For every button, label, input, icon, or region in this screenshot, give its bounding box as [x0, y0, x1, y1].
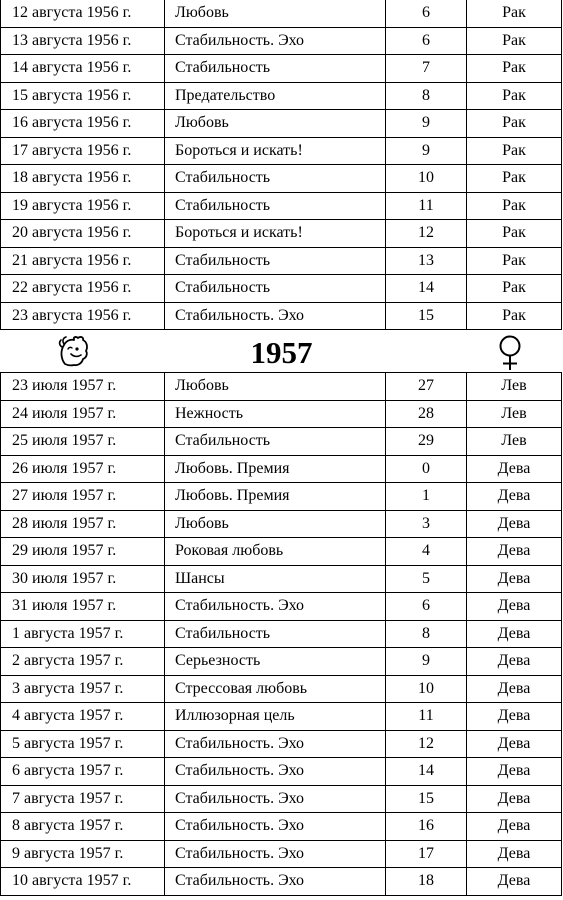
- table-row: [1, 868, 562, 896]
- description-cell: Нежность: [165, 400, 386, 428]
- zodiac-sign-cell: Дева: [467, 758, 562, 786]
- description-cell: Предательство: [165, 82, 386, 110]
- number-cell: 8: [386, 82, 467, 110]
- table-1956-body: [1, 0, 562, 330]
- number-cell: 3: [386, 510, 467, 538]
- description-cell: Стабильность: [165, 428, 386, 456]
- table-row: [1, 510, 562, 538]
- zodiac-sign-cell: Дева: [467, 483, 562, 511]
- date-cell: 18 августа 1956 г.: [1, 165, 165, 193]
- table-row: [1, 165, 562, 193]
- zodiac-sign-cell: Дева: [467, 620, 562, 648]
- table-row: [1, 565, 562, 593]
- zodiac-sign-cell: Рак: [467, 27, 562, 55]
- description-cell: Стабильность. Эхо: [165, 730, 386, 758]
- date-cell: 13 августа 1956 г.: [1, 27, 165, 55]
- table-row: [1, 110, 562, 138]
- description-cell: Бороться и искать!: [165, 220, 386, 248]
- year-header: [0, 333, 563, 373]
- number-cell: 18: [386, 868, 467, 896]
- zodiac-sign-cell: Дева: [467, 455, 562, 483]
- date-cell: 20 августа 1956 г.: [1, 220, 165, 248]
- date-cell: 29 июля 1957 г.: [1, 538, 165, 566]
- description-cell: Любовь: [165, 110, 386, 138]
- number-cell: 6: [386, 0, 467, 27]
- description-cell: Стабильность: [165, 192, 386, 220]
- date-cell: 30 июля 1957 г.: [1, 565, 165, 593]
- description-cell: Любовь: [165, 373, 386, 401]
- table-row: [1, 400, 562, 428]
- date-cell: 23 августа 1956 г.: [1, 302, 165, 330]
- number-cell: 13: [386, 247, 467, 275]
- zodiac-sign-cell: Дева: [467, 785, 562, 813]
- zodiac-sign-cell: Дева: [467, 813, 562, 841]
- date-cell: 10 августа 1957 г.: [1, 868, 165, 896]
- number-cell: 6: [386, 593, 467, 621]
- date-cell: 14 августа 1956 г.: [1, 55, 165, 83]
- description-cell: Бороться и искать!: [165, 137, 386, 165]
- number-cell: 4: [386, 538, 467, 566]
- number-cell: 7: [386, 55, 467, 83]
- zodiac-sign-cell: Рак: [467, 82, 562, 110]
- number-cell: 12: [386, 730, 467, 758]
- number-cell: 29: [386, 428, 467, 456]
- table-row: [1, 428, 562, 456]
- description-cell: Серьезность: [165, 648, 386, 676]
- description-cell: Стабильность: [165, 620, 386, 648]
- date-cell: 19 августа 1956 г.: [1, 192, 165, 220]
- description-cell: Иллюзорная цель: [165, 703, 386, 731]
- table-row: [1, 840, 562, 868]
- date-cell: 24 июля 1957 г.: [1, 400, 165, 428]
- description-cell: Стрессовая любовь: [165, 675, 386, 703]
- number-cell: 1: [386, 483, 467, 511]
- zodiac-sign-cell: Дева: [467, 510, 562, 538]
- zodiac-sign-cell: Дева: [467, 565, 562, 593]
- zodiac-sign-cell: Дева: [467, 648, 562, 676]
- number-cell: 16: [386, 813, 467, 841]
- description-cell: Стабильность: [165, 55, 386, 83]
- date-cell: 5 августа 1957 г.: [1, 730, 165, 758]
- description-cell: Стабильность. Эхо: [165, 302, 386, 330]
- table-row: [1, 0, 562, 27]
- date-cell: 12 августа 1956 г.: [1, 0, 165, 27]
- date-cell: 31 июля 1957 г.: [1, 593, 165, 621]
- description-cell: Любовь: [165, 510, 386, 538]
- description-cell: Роковая любовь: [165, 538, 386, 566]
- date-cell: 9 августа 1957 г.: [1, 840, 165, 868]
- zodiac-sign-cell: Рак: [467, 192, 562, 220]
- description-cell: Стабильность. Эхо: [165, 593, 386, 621]
- description-cell: Шансы: [165, 565, 386, 593]
- table-row: [1, 275, 562, 303]
- number-cell: 9: [386, 110, 467, 138]
- number-cell: 15: [386, 785, 467, 813]
- date-cell: 3 августа 1957 г.: [1, 675, 165, 703]
- zodiac-sign-cell: Рак: [467, 110, 562, 138]
- date-cell: 23 июля 1957 г.: [1, 373, 165, 401]
- table-row: [1, 620, 562, 648]
- table-row: [1, 373, 562, 401]
- zodiac-sign-cell: Рак: [467, 220, 562, 248]
- number-cell: 0: [386, 455, 467, 483]
- table-row: [1, 302, 562, 330]
- number-cell: 10: [386, 675, 467, 703]
- table-row: [1, 55, 562, 83]
- date-cell: 2 августа 1957 г.: [1, 648, 165, 676]
- table-1957-body: [1, 373, 562, 896]
- number-cell: 9: [386, 137, 467, 165]
- zodiac-sign-cell: Рак: [467, 247, 562, 275]
- number-cell: 5: [386, 565, 467, 593]
- number-cell: 8: [386, 620, 467, 648]
- date-cell: 1 августа 1957 г.: [1, 620, 165, 648]
- zodiac-sign-cell: Дева: [467, 730, 562, 758]
- zodiac-sign-cell: Лев: [467, 373, 562, 401]
- number-cell: 15: [386, 302, 467, 330]
- date-cell: 27 июля 1957 г.: [1, 483, 165, 511]
- description-cell: Любовь. Премия: [165, 455, 386, 483]
- date-cell: 17 августа 1956 г.: [1, 137, 165, 165]
- table-row: [1, 730, 562, 758]
- description-cell: Стабильность. Эхо: [165, 785, 386, 813]
- table-1956: [0, 0, 562, 330]
- date-cell: 7 августа 1957 г.: [1, 785, 165, 813]
- table-row: [1, 192, 562, 220]
- date-cell: 28 июля 1957 г.: [1, 510, 165, 538]
- table-row: [1, 27, 562, 55]
- description-cell: Стабильность. Эхо: [165, 758, 386, 786]
- description-cell: Любовь. Премия: [165, 483, 386, 511]
- table-row: [1, 648, 562, 676]
- date-cell: 6 августа 1957 г.: [1, 758, 165, 786]
- date-cell: 8 августа 1957 г.: [1, 813, 165, 841]
- zodiac-sign-cell: Рак: [467, 55, 562, 83]
- zodiac-sign-cell: Дева: [467, 675, 562, 703]
- number-cell: 9: [386, 648, 467, 676]
- date-cell: 21 августа 1956 г.: [1, 247, 165, 275]
- zodiac-sign-cell: Рак: [467, 137, 562, 165]
- table-row: [1, 785, 562, 813]
- zodiac-sign-cell: Дева: [467, 538, 562, 566]
- zodiac-sign-cell: Лев: [467, 428, 562, 456]
- number-cell: 6: [386, 27, 467, 55]
- zodiac-sign-cell: Рак: [467, 0, 562, 27]
- number-cell: 17: [386, 840, 467, 868]
- zodiac-sign-cell: Дева: [467, 840, 562, 868]
- date-cell: 26 июля 1957 г.: [1, 455, 165, 483]
- table-row: [1, 483, 562, 511]
- zodiac-sign-cell: Дева: [467, 868, 562, 896]
- description-cell: Стабильность: [165, 275, 386, 303]
- number-cell: 14: [386, 758, 467, 786]
- description-cell: Стабильность. Эхо: [165, 840, 386, 868]
- description-cell: Стабильность. Эхо: [165, 27, 386, 55]
- table-row: [1, 137, 562, 165]
- zodiac-sign-cell: Рак: [467, 165, 562, 193]
- zodiac-sign-cell: Рак: [467, 275, 562, 303]
- description-cell: Стабильность. Эхо: [165, 868, 386, 896]
- table-row: [1, 675, 562, 703]
- description-cell: Стабильность: [165, 165, 386, 193]
- table-row: [1, 593, 562, 621]
- number-cell: 11: [386, 703, 467, 731]
- table-row: [1, 220, 562, 248]
- number-cell: 12: [386, 220, 467, 248]
- table-row: [1, 813, 562, 841]
- number-cell: 10: [386, 165, 467, 193]
- description-cell: Стабильность. Эхо: [165, 813, 386, 841]
- table-row: [1, 538, 562, 566]
- number-cell: 28: [386, 400, 467, 428]
- table-row: [1, 455, 562, 483]
- table-row: [1, 758, 562, 786]
- description-cell: Любовь: [165, 0, 386, 27]
- zodiac-sign-cell: Дева: [467, 703, 562, 731]
- date-cell: 4 августа 1957 г.: [1, 703, 165, 731]
- zodiac-sign-cell: Рак: [467, 302, 562, 330]
- table-1957: [0, 372, 562, 896]
- number-cell: 27: [386, 373, 467, 401]
- date-cell: 22 августа 1956 г.: [1, 275, 165, 303]
- number-cell: 11: [386, 192, 467, 220]
- date-cell: 16 августа 1956 г.: [1, 110, 165, 138]
- description-cell: Стабильность: [165, 247, 386, 275]
- table-row: [1, 247, 562, 275]
- venus-symbol-icon: [493, 334, 527, 372]
- table-row: [1, 703, 562, 731]
- zodiac-sign-cell: Дева: [467, 593, 562, 621]
- date-cell: 25 июля 1957 г.: [1, 428, 165, 456]
- zodiac-sign-cell: Лев: [467, 400, 562, 428]
- year-title: 1957: [250, 335, 313, 370]
- number-cell: 14: [386, 275, 467, 303]
- table-row: [1, 82, 562, 110]
- date-cell: 15 августа 1956 г.: [1, 82, 165, 110]
